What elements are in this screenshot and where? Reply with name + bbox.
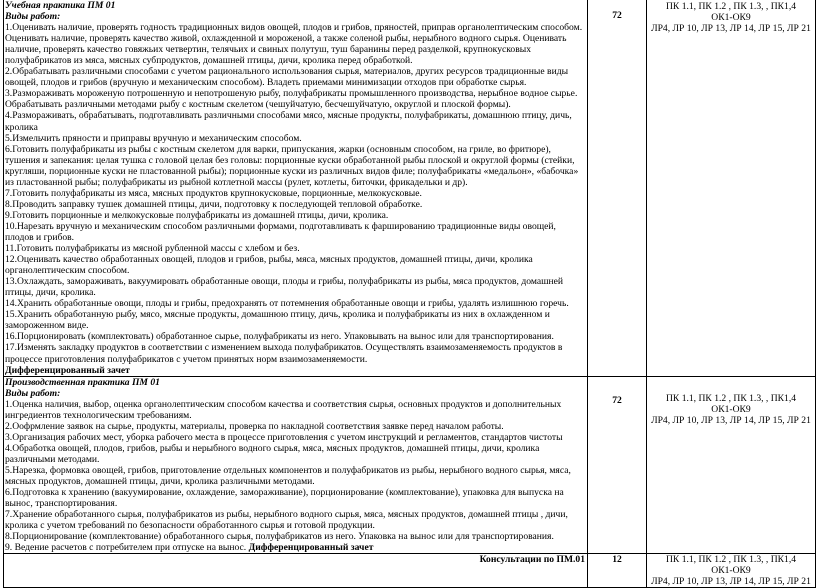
competency-lr: ЛР4, ЛР 10, ЛР 13, ЛР 14, ЛР 15, ЛР 21 [651,414,811,426]
consultations-cell [4,554,588,588]
competencies-cell [647,376,816,554]
list-item: 2.Обрабатывать различными способами с учетом рационального использования сырья, материалов, других ресурсов традиционные виды овощей, плодов и грибов (вручную и механическим способом). Владеть приемами минимизации отходов при обработке сырья. [5,66,569,89]
list-item: 9.Готовить порционные и мелкокусковые полуфабрикаты из домашней птицы, дичи, кролика. [5,209,389,221]
curriculum-table [3,0,816,588]
consultations-label: Консультации по ПМ.01 [479,554,585,566]
list-item: 17.Изменять закладку продуктов в соответствии с изменением выхода полуфабрикатов. Осуществлять взаимозаменяемость продуктов в процессе приготовления полуфабрикатов с учетом принятых норм взаимозаменяемости. [5,342,563,365]
list-item: 3.Организация рабочих мест, уборка рабочего места в процессе приготовления с учетом инструкций и регламентов, стандартов чистоты [5,431,563,443]
hours-cell: 72 [588,0,647,376]
list-item: 12.Оценивать качество обработанных овощей, плодов и грибов, рыбы, мяса, мясных продуктов, домашней птицы, дичи, кролика органолептическим способом. [5,254,533,277]
list-item: 7.Хранение обработанного сырья, полуфабрикатов из рыбы, нерыбного водного сырья, мяса, мясных продуктов, домашней птицы , дичи, кролика с учетом требований по безопасности обработанного сырья и готовой продукции. [5,509,568,532]
competencies-cell [647,554,816,588]
list-item-last [5,542,586,553]
list-item: 8.Проводить заправку тушек домашней птицы, дичи, подготовку к последующей тепловой обработке. [5,198,423,210]
list-item: 7.Готовить полуфабрикаты из мяса, мясных продуктов крупнокусковые, порционные, мелкокусковые. [5,187,422,199]
competency-ok: ОК1-ОК9 [711,565,751,577]
list-item: 11.Готовить полуфабрикаты из мясной рубленной массы с хлебом и без. [5,243,300,255]
table-row-production-practice [4,376,816,554]
section-title: Производственная практика ПМ 01 [5,376,160,388]
list-item: 1.Оценка наличия, выбор, оценка органолептическим способом качества и соответствия сырья, основных продуктов и дополнительных ингредиентов технологическим требованиям. [5,398,562,421]
competency-pk: ПК 1.1, ПК 1.2 , ПК 1.3, , ПК1,4 [665,554,797,566]
competency-pk: ПК 1.1, ПК 1.2 , ПК 1.3, , ПК1,4 [665,392,797,404]
competency-pk: ПК 1.1, ПК 1.2 , ПК 1.3, , ПК1,4 [665,1,797,12]
hours-cell: 72 [588,376,647,554]
competency-lr: ЛР4, ЛР 10, ЛР 13, ЛР 14, ЛР 15, ЛР 21 [651,576,811,588]
list-item: 6.Готовить полуфабрикаты из рыбы с костным скелетом для варки, припускания, жарки (основным способом, на гриле, во фритюре), тушения и запекания: целая тушка с головой целая без головы: порционные куски обработанной рыбы плоской и округлой формы (стейки, кругляши, порционные куски не пластованной рыбы); порционные куски из различных видов филе; полуфабрикаты «медальон», «бабочка» из пластованной рыбы; полуфабрикаты из рыбной котлетной массы (рулет, котлеты, биточки, фрикадельки и др). [5,143,579,188]
list-item: 5.Измельчить пряности и приправы вручную и механическим способом. [5,132,302,144]
section-footer: Дифференцированный зачет [5,364,130,376]
list-item: 16.Порционировать (комплектовать) обработанное сырье, полуфабрикаты из него. Упаковывать на вынос или для транспортирования. [5,331,554,343]
section-footer: Дифференцированный зачет [248,542,374,554]
list-item: 8.Порционирование (комплектование) обработанного сырья, полуфабрикатов из него. Упаковка на вынос или для транспортирования. [5,531,554,543]
competency-lr: ЛР4, ЛР 10, ЛР 13, ЛР 14, ЛР 15, ЛР 21 [651,23,811,35]
section-subtitle: Виды работ: [5,11,61,23]
list-item: 14.Хранить обработанные овощи, плоды и грибы, предохранять от потемнения обработанные овощи и грибы, удалять излишнюю горечь. [5,298,569,310]
list-item: 1.Оценивать наличие, проверять годность традиционных видов овощей, плодов и грибов, пряностей, приправ органолептическим способом. Оценивать наличие, проверять качество живой, охлажденной и мороженой, а также соленой рыбы, нерыбного водного сырья. Оценивать наличие, проверять качество говяжьих четвертин, телячьих и свиных полутуш, туш баранины перед разделкой, крупнокусковых полуфабрикатов из мяса, мясных субпродуктов, домашней птицы, дичи, кролика перед обработкой. [5,22,583,67]
hours-cell: 12 [588,554,647,588]
last-item-text: 9. Ведение расчетов с потребителем при отпуске на вынос. [5,542,247,554]
list-item: 6.Подготовка к хранению (вакуумирование, охлаждение, замораживание), порционирование (комплектование), упаковка для выпуска на вынос, транспортирования. [5,487,564,510]
table-row-consultations [4,554,816,588]
list-item: 10.Нарезать вручную и механическим способом различными формами, подготавливать к фаршированию традиционные виды овощей, плодов и грибов. [5,220,556,243]
competency-ok: ОК1-ОК9 [711,403,751,415]
section-title: Учебная практика ПМ 01 [5,0,116,11]
training-practice-cell [4,0,588,376]
list-item: 13.Охлаждать, замораживать, вакуумировать обработанные овощи, плоды и грибы, полуфабрикаты из рыбы, мяса продуктов, домашней птицы, дичи, кролика. [5,276,564,299]
list-item: 3.Размораживать мороженую потрошенную и непотрошеную рыбу, полуфабрикаты промышленного производства, нерыбное водное сырье. Обрабатывать различными методами рыбу с костным скелетом (чешуйчатую, бесчешуйчатую, округлой и плоской формы). [5,88,578,111]
competency-ok: ОК1-ОК9 [711,12,751,24]
list-item: 15.Хранить обработанную рыбу, мясо, мясные продукты, домашнюю птицу, дичь, кролика и полуфабрикаты из них в охлажденном и замороженном виде. [5,309,550,332]
production-practice-cell [4,376,588,554]
list-item: 5.Нарезка, формовка овощей, грибов, приготовление отдельных компонентов и полуфабрикатов из рыбы, нерыбного водного сырья, мяса, мясных продуктов, домашней птицы, дичи, кролика различными методами. [5,464,571,488]
table-row-training-practice [4,0,816,376]
competencies-cell [647,0,816,376]
section-subtitle: Виды работ: [5,387,61,399]
list-item: 4.Размораживать, обрабатывать, подготавливать различными способами мясо, мясные продукты, полуфабрикаты, домашнюю птицу, дичь, кролика [5,110,572,133]
list-item: 4.Обработка овощей, плодов, грибов, рыбы и нерыбного водного сырья, мяса, мясных продуктов, домашней птицы, дичи, кролика различными методами. [5,442,540,465]
list-item: 2.Оофрмление заявок на сырье, продукты, материалы, проверка по накладной соответствия заявке перед началом работы. [5,420,504,432]
